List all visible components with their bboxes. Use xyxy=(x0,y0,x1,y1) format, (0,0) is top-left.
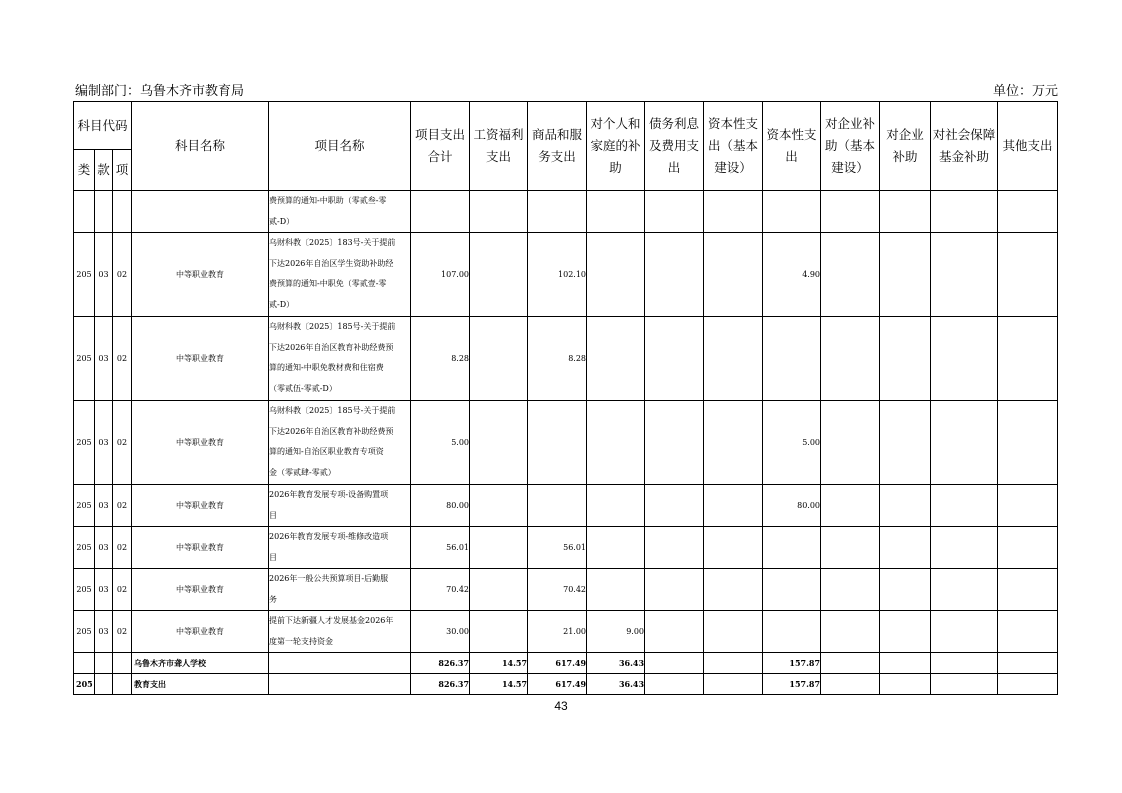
project-name-line: 目 xyxy=(269,552,278,562)
cell-enterprise xyxy=(880,317,931,401)
cell-wage xyxy=(470,569,528,611)
cell-subject-name: 中等职业教育 xyxy=(132,611,269,653)
cell-wage xyxy=(470,317,528,401)
cell-xiang: 02 xyxy=(113,569,132,611)
cell-capital: 157.87 xyxy=(763,653,821,674)
cell-xiang: 02 xyxy=(113,317,132,401)
cell-capital: 4.90 xyxy=(763,233,821,317)
cell-social xyxy=(931,233,998,317)
cell-social xyxy=(931,401,998,485)
cell-capital-basic xyxy=(704,401,763,485)
cell-subject-name: 中等职业教育 xyxy=(132,485,269,527)
cell-lei: 205 xyxy=(74,569,95,611)
cell-total: 5.00 xyxy=(411,401,470,485)
cell-lei: 205 xyxy=(74,527,95,569)
cell-goods xyxy=(528,401,587,485)
header-subject-code: 科目代码 xyxy=(74,102,132,150)
cell-lei: 205 xyxy=(74,674,95,695)
cell-other xyxy=(998,653,1058,674)
cell-goods: 617.49 xyxy=(528,653,587,674)
cell-debt xyxy=(645,233,704,317)
cell-wage xyxy=(470,233,528,317)
cell-project-name xyxy=(269,485,411,527)
cell-goods: 102.10 xyxy=(528,233,587,317)
cell-lei: 205 xyxy=(74,401,95,485)
cell-xiang: 02 xyxy=(113,611,132,653)
header-capital: 资本性支 出 xyxy=(763,102,821,191)
table-row xyxy=(74,485,1058,527)
cell-project-name xyxy=(269,317,411,401)
cell-total: 80.00 xyxy=(411,485,470,527)
project-name-line: 费预算的通知-中职免（零贰壹-零 xyxy=(269,279,387,288)
cell-capital-basic xyxy=(704,653,763,674)
budget-table xyxy=(73,101,1058,695)
project-name-line: 度第一轮支持资金 xyxy=(269,636,334,646)
cell-kuan xyxy=(95,191,113,233)
summary-row xyxy=(74,674,1058,695)
cell-goods: 8.28 xyxy=(528,317,587,401)
cell-enterprise xyxy=(880,611,931,653)
cell-goods: 21.00 xyxy=(528,611,587,653)
cell-enterprise-basic xyxy=(821,527,880,569)
cell-project-name xyxy=(269,233,411,317)
project-name-line: 务 xyxy=(269,594,278,604)
cell-goods: 617.49 xyxy=(528,674,587,695)
header-debt: 债务利息 及费用支 出 xyxy=(645,102,704,191)
cell-social xyxy=(931,611,998,653)
cell-enterprise xyxy=(880,191,931,233)
cell-enterprise-basic xyxy=(821,233,880,317)
cell-other xyxy=(998,569,1058,611)
cell-capital-basic xyxy=(704,611,763,653)
cell-kuan: 03 xyxy=(95,569,113,611)
cell-enterprise-basic xyxy=(821,611,880,653)
cell-social xyxy=(931,527,998,569)
cell-other xyxy=(998,317,1058,401)
cell-kuan xyxy=(95,653,113,674)
cell-personal: 9.00 xyxy=(587,611,645,653)
cell-enterprise xyxy=(880,401,931,485)
cell-subject-name: 乌鲁木齐市聋人学校 xyxy=(132,653,269,674)
project-name-line: 2026年教育发展专项-维修改造项 xyxy=(269,532,389,541)
header-lei: 类 xyxy=(74,150,95,191)
cell-total: 107.00 xyxy=(411,233,470,317)
project-name-line: 贰-D） xyxy=(269,216,295,226)
cell-personal xyxy=(587,401,645,485)
cell-subject-name: 中等职业教育 xyxy=(132,527,269,569)
cell-enterprise xyxy=(880,569,931,611)
header-kuan: 款 xyxy=(95,150,113,191)
project-name-line: 提前下达新疆人才发展基金2026年 xyxy=(269,616,394,625)
cell-lei: 205 xyxy=(74,317,95,401)
cell-project-name xyxy=(269,674,411,695)
header-xiang: 项 xyxy=(113,150,132,191)
cell-enterprise-basic xyxy=(821,674,880,695)
cell-xiang: 02 xyxy=(113,485,132,527)
cell-other xyxy=(998,191,1058,233)
cell-enterprise-basic xyxy=(821,317,880,401)
cell-wage xyxy=(470,191,528,233)
cell-wage xyxy=(470,401,528,485)
unit-label: 单位：万元 xyxy=(993,84,1059,99)
cell-debt xyxy=(645,527,704,569)
cell-wage xyxy=(470,611,528,653)
cell-xiang: 02 xyxy=(113,527,132,569)
cell-debt xyxy=(645,191,704,233)
table-row xyxy=(74,233,1058,317)
cell-capital-basic xyxy=(704,191,763,233)
header-project-name: 项目名称 xyxy=(269,102,411,191)
cell-wage: 14.57 xyxy=(470,674,528,695)
cell-enterprise-basic xyxy=(821,569,880,611)
cell-personal xyxy=(587,191,645,233)
cell-capital: 80.00 xyxy=(763,485,821,527)
cell-capital-basic xyxy=(704,233,763,317)
cell-goods: 70.42 xyxy=(528,569,587,611)
cell-xiang xyxy=(113,674,132,695)
cell-capital xyxy=(763,191,821,233)
cell-enterprise-basic xyxy=(821,401,880,485)
cell-personal xyxy=(587,317,645,401)
cell-social xyxy=(931,653,998,674)
cell-capital xyxy=(763,611,821,653)
cell-enterprise xyxy=(880,653,931,674)
project-name-line: 算的通知-自治区职业教育专项资 xyxy=(269,447,384,456)
project-name-line: 贰-D） xyxy=(269,299,295,309)
header-wage: 工资福利 支出 xyxy=(470,102,528,191)
cell-enterprise xyxy=(880,674,931,695)
cell-xiang xyxy=(113,191,132,233)
cell-personal xyxy=(587,233,645,317)
cell-capital: 157.87 xyxy=(763,674,821,695)
cell-personal xyxy=(587,485,645,527)
cell-capital xyxy=(763,569,821,611)
cell-social xyxy=(931,485,998,527)
cell-total xyxy=(411,191,470,233)
header-total: 项目支出 合计 xyxy=(411,102,470,191)
cell-other xyxy=(998,233,1058,317)
cell-debt xyxy=(645,569,704,611)
cell-total: 826.37 xyxy=(411,674,470,695)
cell-xiang: 02 xyxy=(113,233,132,317)
table-row xyxy=(74,401,1058,485)
cell-debt xyxy=(645,401,704,485)
cell-lei: 205 xyxy=(74,485,95,527)
header-personal: 对个人和 家庭的补 助 xyxy=(587,102,645,191)
cell-capital xyxy=(763,317,821,401)
cell-subject-name: 教育支出 xyxy=(132,674,269,695)
cell-capital-basic xyxy=(704,569,763,611)
cell-subject-name xyxy=(132,191,269,233)
project-name-line: （零贰伍-零贰-D） xyxy=(269,383,337,393)
table-body xyxy=(74,191,1058,695)
cell-kuan: 03 xyxy=(95,485,113,527)
cell-kuan: 03 xyxy=(95,317,113,401)
cell-total: 8.28 xyxy=(411,317,470,401)
cell-personal xyxy=(587,569,645,611)
cell-capital-basic xyxy=(704,485,763,527)
cell-goods: 56.01 xyxy=(528,527,587,569)
cell-total: 30.00 xyxy=(411,611,470,653)
table-row xyxy=(74,317,1058,401)
header-other: 其他支出 xyxy=(998,102,1058,191)
cell-subject-name: 中等职业教育 xyxy=(132,317,269,401)
project-name-line: 金（零贰肆-零贰） xyxy=(269,467,336,477)
project-name-line: 乌财科教〔2025〕185号-关于提前 xyxy=(269,322,396,331)
cell-goods xyxy=(528,485,587,527)
department-label: 编制部门：乌鲁木齐市教育局 xyxy=(75,84,245,99)
cell-social xyxy=(931,317,998,401)
cell-xiang xyxy=(113,653,132,674)
cell-lei: 205 xyxy=(74,611,95,653)
cell-other xyxy=(998,527,1058,569)
cell-capital-basic xyxy=(704,527,763,569)
cell-project-name xyxy=(269,401,411,485)
cell-debt xyxy=(645,674,704,695)
project-name-line: 算的通知-中职免教材费和住宿费 xyxy=(269,363,384,372)
cell-social xyxy=(931,569,998,611)
project-name-line: 乌财科教〔2025〕183号-关于提前 xyxy=(269,238,396,247)
table-row xyxy=(74,191,1058,233)
table-row xyxy=(74,527,1058,569)
cell-enterprise-basic xyxy=(821,653,880,674)
cell-capital-basic xyxy=(704,674,763,695)
project-name-line: 目 xyxy=(269,510,278,520)
project-name-line: 下达2026年自治区学生资助补助经 xyxy=(269,258,394,268)
header-social: 对社会保障 基金补助 xyxy=(931,102,998,191)
cell-lei: 205 xyxy=(74,233,95,317)
cell-social xyxy=(931,674,998,695)
table-row xyxy=(74,611,1058,653)
cell-personal: 36.43 xyxy=(587,653,645,674)
cell-subject-name: 中等职业教育 xyxy=(132,233,269,317)
cell-capital xyxy=(763,527,821,569)
cell-project-name xyxy=(269,191,411,233)
header-subject-name: 科目名称 xyxy=(132,102,269,191)
cell-enterprise xyxy=(880,485,931,527)
cell-project-name xyxy=(269,611,411,653)
cell-social xyxy=(931,191,998,233)
cell-personal: 36.43 xyxy=(587,674,645,695)
cell-total: 56.01 xyxy=(411,527,470,569)
cell-other xyxy=(998,401,1058,485)
cell-debt xyxy=(645,317,704,401)
header-goods: 商品和服 务支出 xyxy=(528,102,587,191)
header-enterprise: 对企业 补助 xyxy=(880,102,931,191)
cell-project-name xyxy=(269,527,411,569)
cell-enterprise xyxy=(880,527,931,569)
cell-project-name xyxy=(269,569,411,611)
header-enterprise-basic: 对企业补 助（基本 建设） xyxy=(821,102,880,191)
project-name-line: 2026年一般公共预算项目-后勤服 xyxy=(269,574,389,583)
cell-enterprise xyxy=(880,233,931,317)
cell-other xyxy=(998,674,1058,695)
cell-lei xyxy=(74,653,95,674)
cell-xiang: 02 xyxy=(113,401,132,485)
cell-wage xyxy=(470,485,528,527)
table-row xyxy=(74,569,1058,611)
cell-kuan: 03 xyxy=(95,233,113,317)
cell-debt xyxy=(645,611,704,653)
cell-personal xyxy=(587,527,645,569)
cell-capital: 5.00 xyxy=(763,401,821,485)
cell-enterprise-basic xyxy=(821,191,880,233)
cell-kuan xyxy=(95,674,113,695)
cell-kuan: 03 xyxy=(95,401,113,485)
project-name-line: 费预算的通知-中职助（零贰叁-零 xyxy=(269,196,387,205)
cell-other xyxy=(998,611,1058,653)
cell-total: 70.42 xyxy=(411,569,470,611)
header-capital-basic: 资本性支 出（基本 建设） xyxy=(704,102,763,191)
cell-subject-name: 中等职业教育 xyxy=(132,401,269,485)
cell-subject-name: 中等职业教育 xyxy=(132,569,269,611)
cell-wage: 14.57 xyxy=(470,653,528,674)
cell-debt xyxy=(645,485,704,527)
summary-row xyxy=(74,653,1058,674)
cell-lei xyxy=(74,191,95,233)
project-name-line: 下达2026年自治区教育补助经费预 xyxy=(269,426,394,436)
cell-wage xyxy=(470,527,528,569)
project-name-line: 下达2026年自治区教育补助经费预 xyxy=(269,342,394,352)
cell-goods xyxy=(528,191,587,233)
cell-project-name xyxy=(269,653,411,674)
cell-total: 826.37 xyxy=(411,653,470,674)
cell-debt xyxy=(645,653,704,674)
page-number: 43 xyxy=(554,699,568,713)
cell-other xyxy=(998,485,1058,527)
cell-enterprise-basic xyxy=(821,485,880,527)
project-name-line: 乌财科教〔2025〕185号-关于提前 xyxy=(269,406,396,415)
project-name-line: 2026年教育发展专项-设备购置项 xyxy=(269,490,389,499)
cell-capital-basic xyxy=(704,317,763,401)
cell-kuan: 03 xyxy=(95,527,113,569)
cell-kuan: 03 xyxy=(95,611,113,653)
